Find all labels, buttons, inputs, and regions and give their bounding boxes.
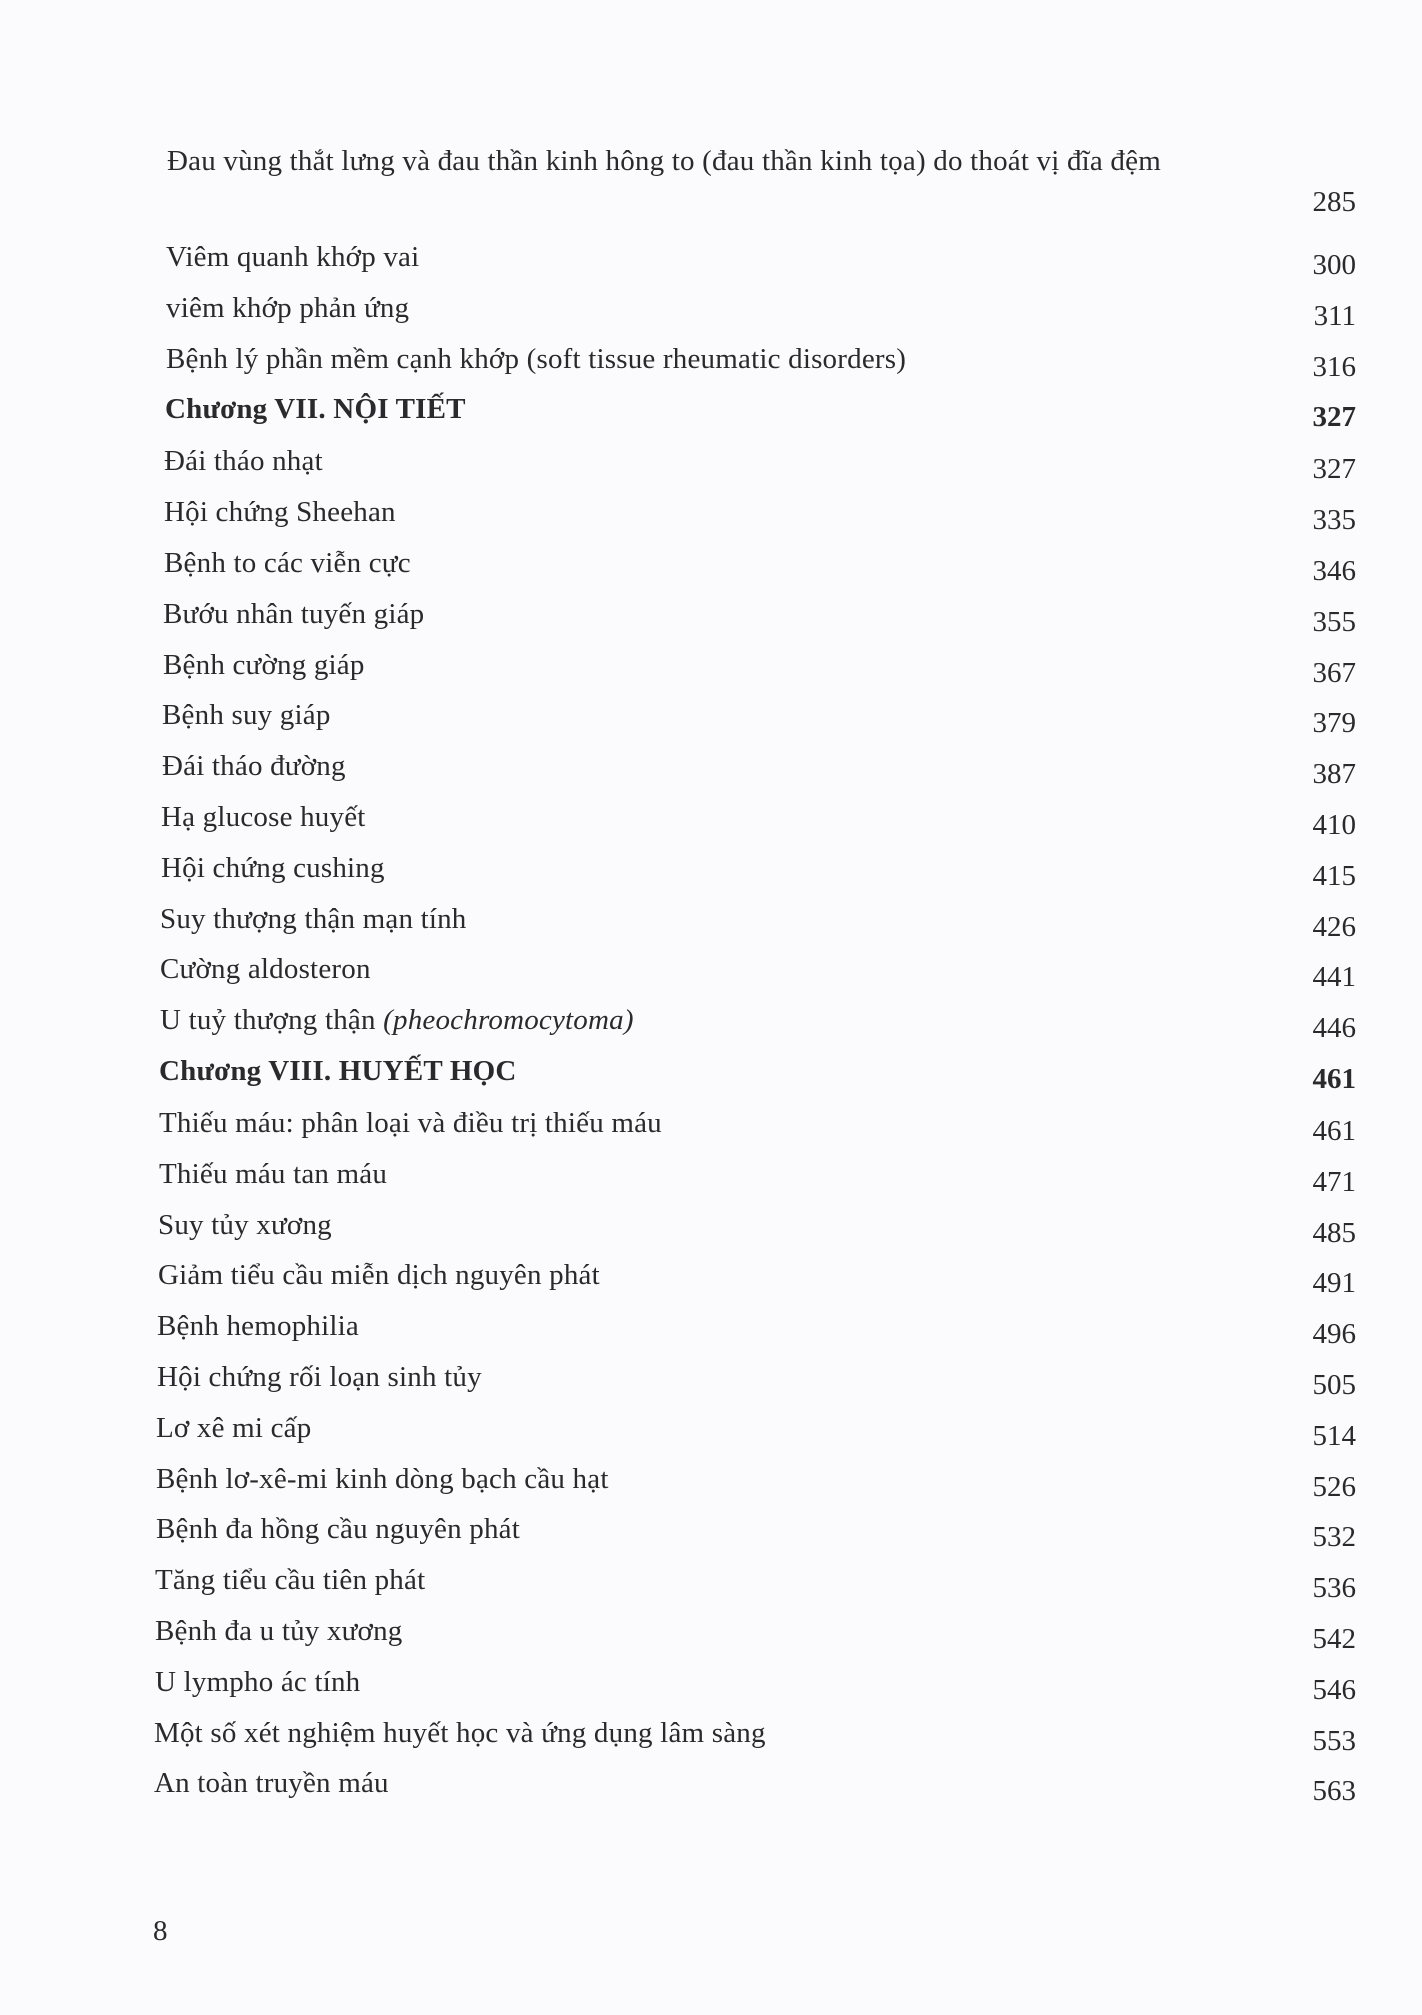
toc-entry-title: Bệnh lơ-xê-mi kinh dòng bạch cầu hạt <box>156 1462 609 1495</box>
toc-entry-page: 485 <box>1312 1216 1356 1249</box>
toc-entry <box>0 1712 1422 1763</box>
toc-entry <box>0 287 1422 338</box>
chapter-title: Chương VIII. HUYẾT HỌC <box>159 1054 517 1087</box>
toc-entry-page: 563 <box>1312 1775 1356 1808</box>
toc-entry-title: Suy tủy xương <box>158 1208 332 1241</box>
toc-entry-title: U lympho ác tính <box>155 1665 361 1698</box>
toc-entry <box>0 796 1422 847</box>
toc-entry <box>0 1102 1422 1153</box>
toc-entry <box>0 1610 1422 1661</box>
toc-entry <box>0 1508 1422 1559</box>
toc-entry-title: Bướu nhân tuyến giáp <box>163 597 425 630</box>
toc-entry-page: 446 <box>1312 1012 1356 1045</box>
toc-entry-title: Bệnh suy giáp <box>162 699 331 732</box>
toc-entry-title-main: U tuỷ thượng thận <box>160 1004 376 1037</box>
toc-entry-page: 441 <box>1312 961 1356 994</box>
toc-entry <box>0 847 1422 898</box>
toc-entry <box>0 694 1422 745</box>
toc-entry-page: 285 <box>1312 186 1356 218</box>
toc-chapter-heading <box>0 388 1422 440</box>
toc-entry-title: Hội chứng rối loạn sinh tủy <box>157 1360 482 1393</box>
toc-entry-page: 505 <box>1312 1368 1356 1401</box>
toc-entry-page: 346 <box>1312 554 1356 587</box>
toc-entry <box>0 999 1422 1050</box>
toc-entry-page: 300 <box>1312 249 1356 281</box>
toc-entry <box>0 236 1422 287</box>
toc-entry-title: Giảm tiểu cầu miễn dịch nguyên phát <box>158 1259 600 1292</box>
toc-chapter-heading <box>0 1050 1422 1102</box>
toc-entry-title: Thiếu máu tan máu <box>159 1157 388 1190</box>
toc-entry-page: 311 <box>1313 299 1356 332</box>
toc-entry-page: 553 <box>1312 1724 1356 1757</box>
toc-entry <box>0 1305 1422 1356</box>
toc-entry <box>0 593 1422 644</box>
toc-entry-title: An toàn truyền máu <box>154 1767 389 1800</box>
toc-entry-title: Một số xét nghiệm huyết học và ứng dụng lâm sàng <box>154 1716 766 1749</box>
toc-entry-page: 316 <box>1312 350 1356 383</box>
chapter-page: 461 <box>1312 1062 1356 1095</box>
toc-entry-title: Bệnh hemophilia <box>157 1310 359 1343</box>
toc-entry-page: 461 <box>1312 1114 1356 1147</box>
toc-entry <box>0 745 1422 796</box>
toc-entry-page: 546 <box>1312 1673 1356 1706</box>
page-number: 8 <box>153 1915 168 1947</box>
toc-entry-title: Bệnh cường giáp <box>163 648 365 681</box>
toc-entry-title: Đau vùng thắt lưng và đau thần kinh hông to (đau thần kinh tọa) do thoát vị đĩa đệm <box>167 145 1161 177</box>
chapter-page: 327 <box>1312 401 1356 434</box>
toc-entry <box>0 1661 1422 1712</box>
toc-entry-page: 415 <box>1312 859 1356 892</box>
toc-entry-page: 355 <box>1312 605 1356 638</box>
toc-entry <box>0 644 1422 695</box>
toc-entry-page: 379 <box>1312 707 1356 740</box>
toc-entry <box>0 491 1422 542</box>
toc-entry-title: Bệnh to các viễn cực <box>164 546 411 579</box>
toc-entry <box>0 140 1422 236</box>
toc-entry-title: viêm khớp phản ứng <box>166 291 410 324</box>
toc-entry <box>0 1407 1422 1458</box>
toc-entry <box>0 1254 1422 1305</box>
toc-entry-page: 526 <box>1312 1470 1356 1503</box>
toc-entry-title: Bệnh đa hồng cầu nguyên phát <box>156 1513 520 1546</box>
toc-entry-page: 426 <box>1312 910 1356 943</box>
toc-entry-page: 327 <box>1312 453 1356 486</box>
toc-entry-page: 471 <box>1312 1165 1356 1198</box>
toc-entry-page: 514 <box>1312 1419 1356 1452</box>
toc-entry-title: Hạ glucose huyết <box>161 800 366 833</box>
toc-entry-title: Lơ xê mi cấp <box>156 1411 312 1444</box>
toc-entry-page: 496 <box>1312 1318 1356 1351</box>
toc-entry-page: 367 <box>1312 656 1356 689</box>
toc-entry-title: Đái tháo nhạt <box>164 445 323 478</box>
toc-entry <box>0 898 1422 949</box>
toc-entry-page: 491 <box>1312 1267 1356 1300</box>
chapter-title: Chương VII. NỘI TIẾT <box>165 393 466 426</box>
toc-entry <box>0 1153 1422 1204</box>
toc-entry-title: Suy thượng thận mạn tính <box>160 902 467 935</box>
toc-entry-title: Bệnh đa u tủy xương <box>155 1614 403 1647</box>
toc-entry <box>0 948 1422 999</box>
toc-entry <box>0 1356 1422 1407</box>
toc-entry-title: Tăng tiểu cầu tiên phát <box>155 1564 426 1597</box>
toc-entry <box>0 1762 1422 1813</box>
toc-entry-title: Thiếu máu: phân loại và điều trị thiếu máu <box>159 1106 662 1139</box>
toc-entry <box>0 1458 1422 1509</box>
toc-entry <box>0 1204 1422 1255</box>
toc-entry <box>0 440 1422 491</box>
toc-entry-title: Hội chứng Sheehan <box>164 496 396 529</box>
table-of-contents <box>0 140 1422 1813</box>
toc-entry-title: Hội chứng cushing <box>161 851 385 884</box>
toc-entry <box>0 542 1422 593</box>
toc-entry-page: 536 <box>1312 1572 1356 1605</box>
toc-entry <box>0 1559 1422 1610</box>
toc-entry-page: 387 <box>1312 758 1356 791</box>
toc-entry-page: 542 <box>1312 1622 1356 1655</box>
toc-entry-title: Bệnh lý phần mềm cạnh khớp (soft tissue rheumatic disorders) <box>166 342 907 375</box>
toc-entry-title: Viêm quanh khớp vai <box>166 241 420 273</box>
toc-entry-title <box>160 1003 634 1038</box>
toc-entry-title: Cường aldosteron <box>160 953 371 986</box>
toc-entry-title-italic: (pheochromocytoma) <box>383 1004 634 1037</box>
toc-entry-title: Đái tháo đường <box>162 750 346 783</box>
toc-entry-page: 335 <box>1312 504 1356 537</box>
toc-entry <box>0 338 1422 389</box>
toc-entry-page: 410 <box>1312 808 1356 841</box>
toc-entry-page: 532 <box>1312 1521 1356 1554</box>
